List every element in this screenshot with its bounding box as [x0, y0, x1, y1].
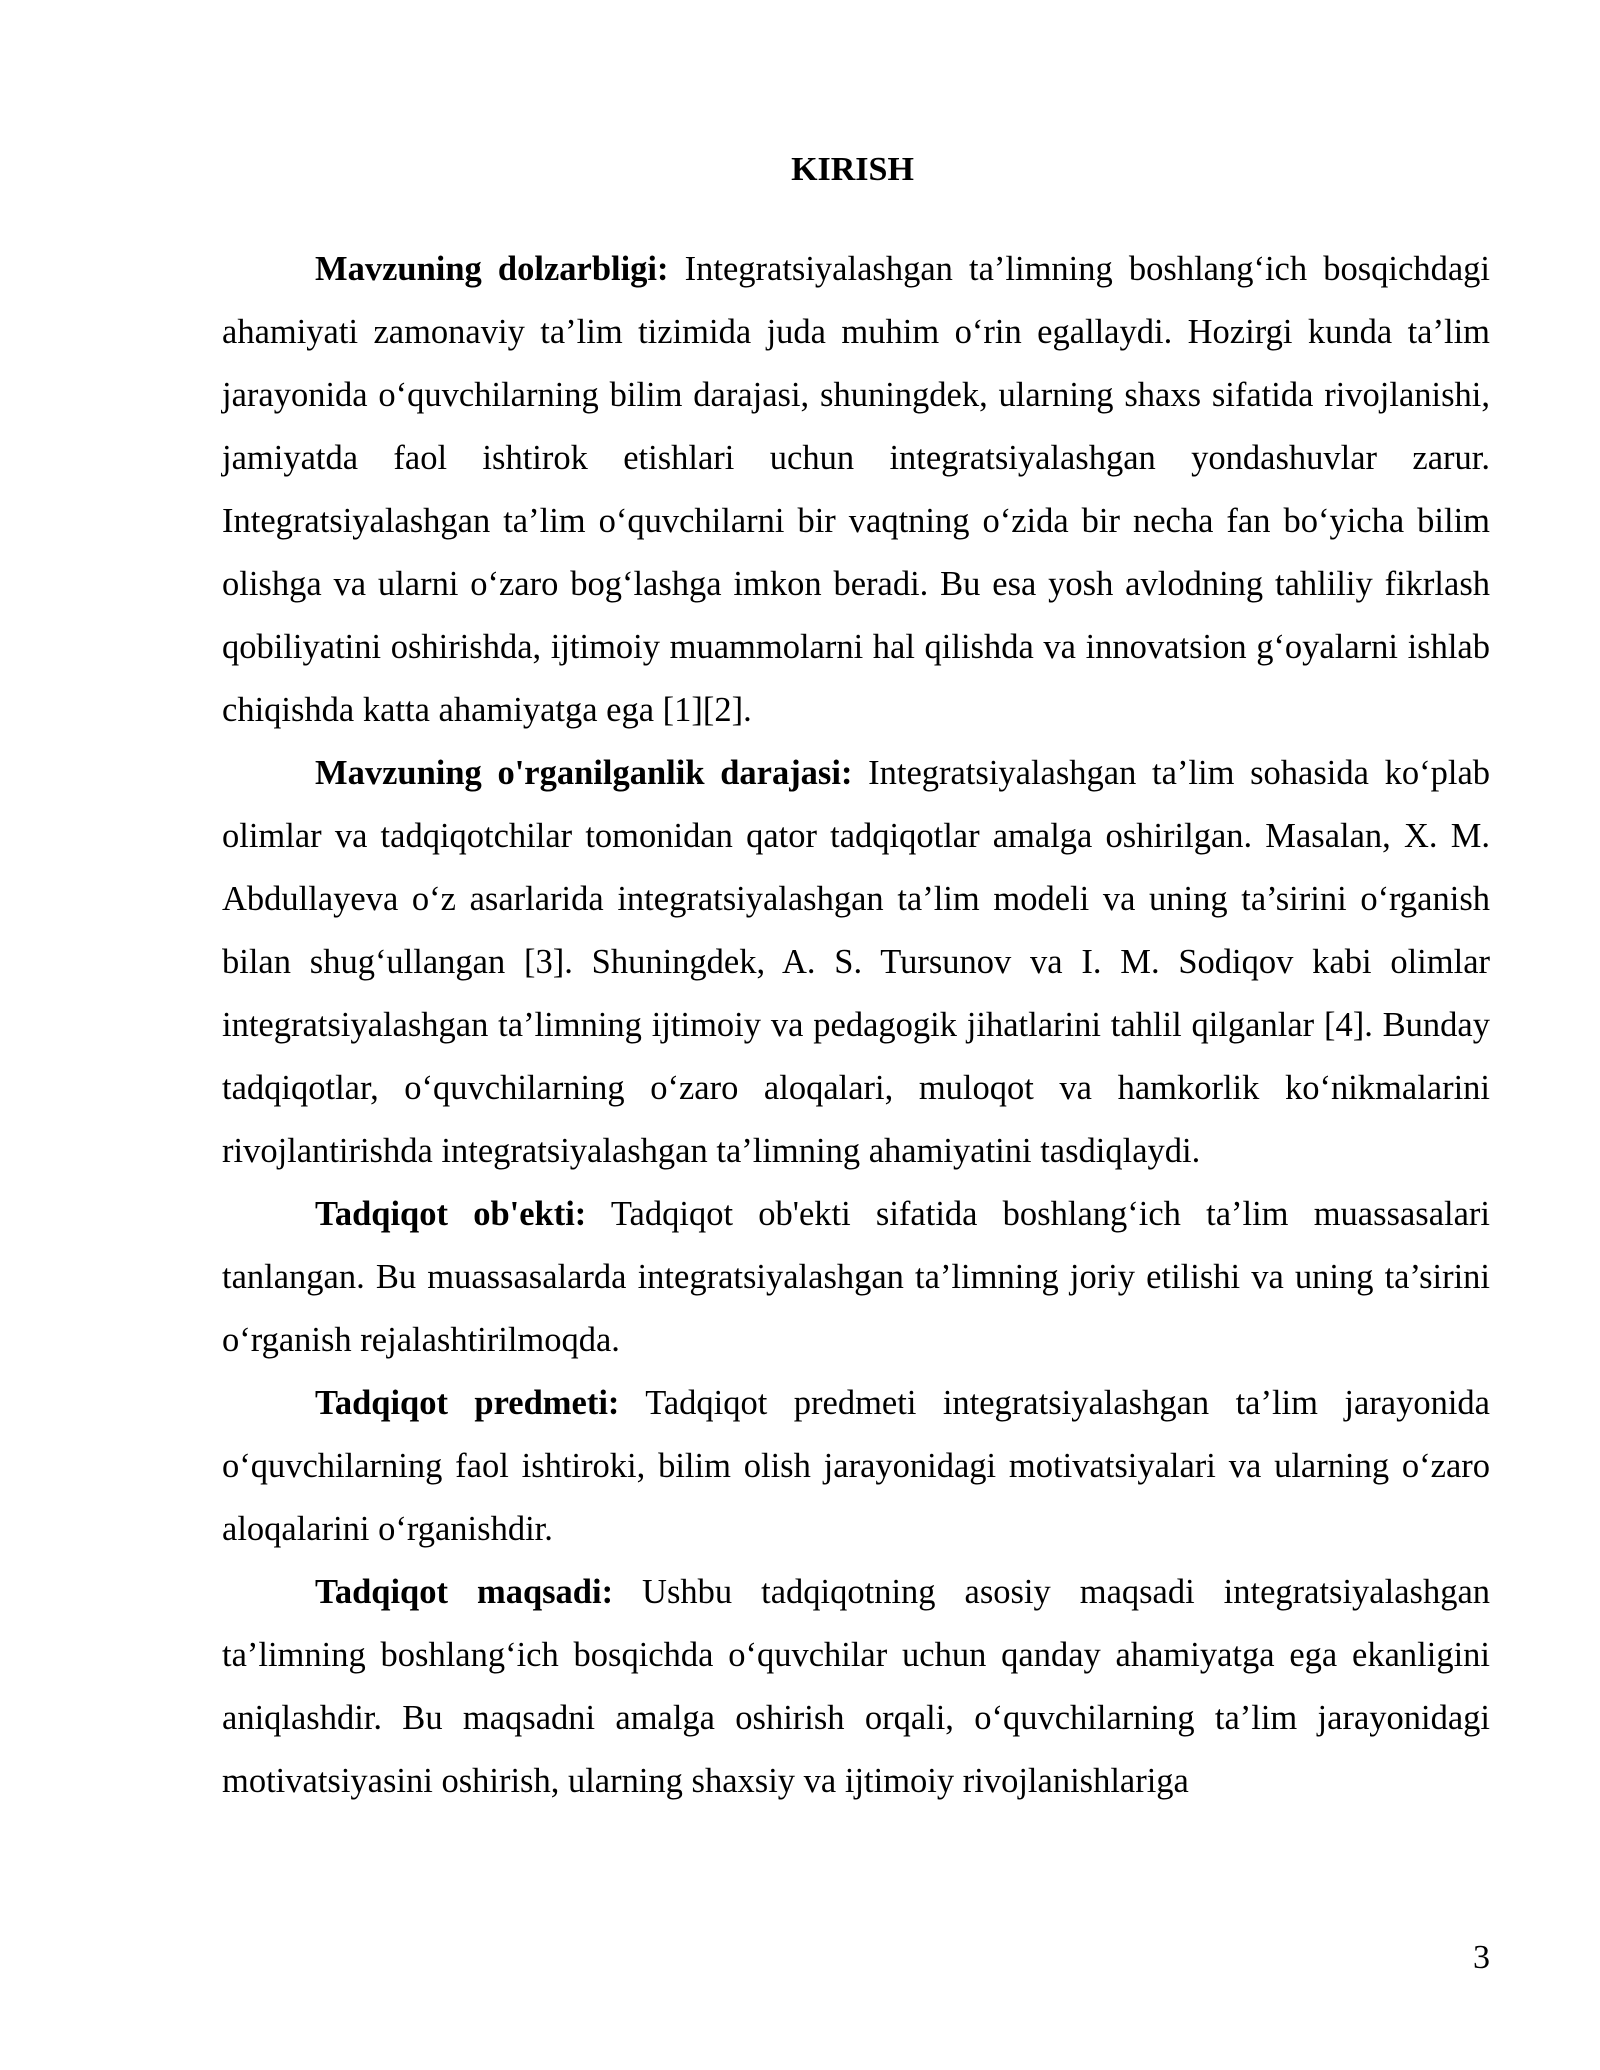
paragraph-text: Ushbu tadqiqotning asosiy maqsadi integratsiyalashgan ta’limning boshlang‘ich bosqichda o‘quvchilar uchun qanday ahamiyatga ega ekanligini aniqlashdir. Bu maqsadni amalga oshirish orqali, o‘quvchilarning ta’lim jarayonidagi motivatsiyasini oshirish, ularning shaxsiy va ijtimoiy rivojlanishlariga — [222, 1573, 1491, 1800]
paragraph-label: Mavzuning o'rganilganlik darajasi: — [315, 754, 853, 792]
paragraph-label: Mavzuning dolzarbligi: — [315, 250, 669, 288]
paragraph-label: Tadqiqot maqsadi: — [315, 1573, 614, 1611]
page-number: 3 — [1473, 1939, 1490, 1976]
paragraph-label: Tadqiqot ob'ekti: — [315, 1195, 587, 1233]
paragraph-label: Tadqiqot predmeti: — [315, 1384, 620, 1422]
paragraph-text: Tadqiqot predmeti integratsiyalashgan ta’lim jarayonida o‘quvchilarning faol ishtiroki, bilim olish jarayonidagi motivatsiyalari va ularning o‘zaro aloqalarini o‘rganishdir. — [222, 1384, 1490, 1548]
paragraph-research-goal — [222, 1561, 1490, 1813]
page-title: KIRISH — [791, 151, 914, 188]
paragraph-text: Integratsiyalashgan ta’lim sohasida ko‘plab olimlar va tadqiqotchilar tomonidan qator tadqiqotlar amalga oshirilgan. Masalan, X. M. Abdullayeva o‘z asarlarida integratsiyalashgan ta’lim modeli va uning ta’sirini o‘rganish bilan shug‘ullangan [3]. Shuningdek, A. S. Tursunov va I. M. Sodiqov kabi olimlar integratsiyalashgan ta’limning ijtimoiy va pedagogik jihatlarini tahlil qilganlar [4]. Bunday tadqiqotlar, o‘quvchilarning o‘zaro aloqalari, muloqot va hamkorlik ko‘nikmalarini rivojlantirishda integratsiyalashgan ta’limning ahamiyatini tasdiqlaydi. — [222, 754, 1491, 1170]
paragraph-relevance — [222, 238, 1490, 742]
paragraph-text: Integratsiyalashgan ta’limning boshlang‘ich bosqichdagi ahamiyati zamonaviy ta’lim tizimida juda muhim o‘rin egallaydi. Hozirgi kunda ta’lim jarayonida o‘quvchilarning bilim darajasi, shuningdek, ularning shaxs sifatida rivojlanishi, jamiyatda faol ishtirok etishlari uchun integratsiyalashgan yondashuvlar zarur. Integratsiyalashgan ta’lim o‘quvchilarni bir vaqtning o‘zida bir necha fan bo‘yicha bilim olishga va ularni o‘zaro bog‘lashga imkon beradi. Bu esa yosh avlodning tahliliy fikrlash qobiliyatini oshirishda, ijtimoiy muammolarni hal qilishda va innovatsion g‘oyalarni ishlab chiqishda katta ahamiyatga ega [1][2]. — [222, 250, 1490, 729]
paragraph-research-object — [222, 1183, 1490, 1372]
paragraph-research-subject — [222, 1372, 1490, 1561]
body-text — [222, 238, 1490, 1813]
paragraph-study-level — [222, 742, 1490, 1183]
paragraph-text: Tadqiqot ob'ekti sifatida boshlang‘ich ta’lim muassasalari tanlangan. Bu muassasalarda integratsiyalashgan ta’limning joriy etilishi va uning ta’sirini o‘rganish rejalashtirilmoqda. — [222, 1195, 1490, 1359]
